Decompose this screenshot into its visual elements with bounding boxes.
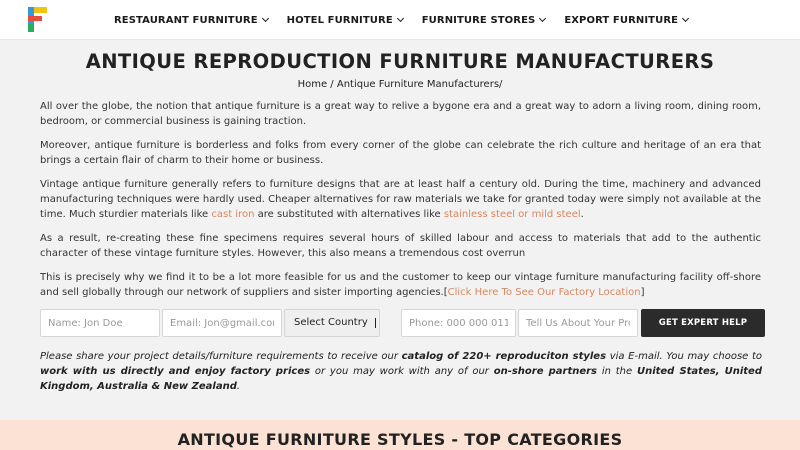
chevron-down-icon: [397, 15, 404, 22]
paragraph-text: are substituted with alternatives like: [254, 209, 444, 220]
paragraph: As a result, re-creating these fine specimens requires several hours of skilled labour and access to materials that add to the authentic character of these vintage furniture styles. However, this also means a tremendous cost overrun: [40, 233, 761, 259]
form-note: [40, 349, 762, 394]
breadcrumb-current: Antique Furniture Manufacturers/: [336, 79, 503, 90]
paragraph: [40, 270, 761, 300]
cast-iron-link[interactable]: cast iron: [211, 209, 255, 220]
note-text: or you may work with any of our: [310, 366, 494, 377]
name-field[interactable]: [40, 309, 160, 337]
paragraph: All over the globe, the notion that antique furniture is a great way to relive a bygone era and a great way to adorn a living room, dining room, bedroom, or commercial business is gaining traction.: [40, 101, 761, 127]
nav-item-label: EXPORT FURNITURE: [564, 14, 679, 26]
nav-menu: [114, 0, 707, 40]
top-navbar: [0, 0, 800, 40]
country-select[interactable]: [284, 309, 380, 337]
get-expert-help-button[interactable]: GET EXPERT HELP: [641, 309, 765, 337]
note-emphasis: work with us directly and enjoy factory prices: [40, 366, 311, 377]
page-title: ANTIQUE REPRODUCTION FURNITURE MANUFACTURERS: [85, 50, 715, 73]
note-text: in the: [597, 366, 637, 377]
paragraph-text: ]: [640, 287, 645, 298]
stainless-steel-link[interactable]: stainless steel or mild steel: [443, 209, 581, 220]
factory-location-link[interactable]: Click Here To See Our Factory Location: [447, 287, 641, 298]
breadcrumb-separator: /: [327, 79, 337, 90]
paragraph-text: Vintage antique furniture generally refers to furniture designs that are at least half a century old. During the time, machinery and advanced manufacturing techniques were hardly used. Cheaper alternatives for raw materials we take for granted today were simply not available at the time. Much sturdier materials like: [40, 179, 761, 220]
note-text: Please share your project details/furniture requirements to receive our: [40, 351, 402, 362]
paragraph: [40, 177, 761, 222]
chevron-down-icon: [539, 15, 546, 22]
nav-item-label: FURNITURE STORES: [421, 14, 536, 26]
country-select-value: Select Country: [294, 317, 368, 328]
paragraph-text: .: [580, 209, 584, 220]
contact-form: [40, 309, 766, 337]
chevron-down-icon: [682, 15, 689, 22]
nav-item-furniture-stores[interactable]: [422, 15, 546, 26]
nav-item-hotel-furniture[interactable]: [287, 15, 403, 26]
top-categories-section: [0, 420, 800, 450]
chevron-down-icon: [262, 15, 269, 22]
note-emphasis: United States, United Kingdom, Australia & New Zealand: [40, 366, 762, 392]
breadcrumb: [0, 79, 800, 90]
project-details-field[interactable]: [518, 309, 638, 337]
note-emphasis: on-shore partners: [493, 366, 598, 377]
note-text: .: [236, 381, 241, 392]
section-title: ANTIQUE FURNITURE STYLES - TOP CATEGORIES: [177, 430, 623, 449]
note-emphasis: catalog of 220+ reproduciton styles: [401, 351, 607, 362]
email-field[interactable]: [162, 309, 282, 337]
breadcrumb-home-link[interactable]: Home: [297, 79, 328, 90]
nav-item-restaurant-furniture[interactable]: [114, 15, 268, 26]
phone-field[interactable]: [401, 309, 516, 337]
article-body: [40, 99, 761, 309]
note-text: via E-mail. You may choose to: [606, 351, 762, 362]
main-section: [0, 40, 800, 400]
nav-item-label: HOTEL FURNITURE: [286, 14, 393, 26]
nav-item-label: RESTAURANT FURNITURE: [114, 14, 258, 26]
paragraph-text: This is precisely why we find it to be a lot more feasible for us and the customer to keep our vintage furniture manufacturing facility off-shore and sell globally through our network of suppliers and sister importing agencies.[: [40, 272, 761, 298]
logo[interactable]: [28, 7, 47, 32]
select-arrow-icon: [375, 318, 378, 328]
paragraph: Moreover, antique furniture is borderless and folks from every corner of the globe can celebrate the rich culture and heritage of an era that brings a certain flair of charm to their home or business.: [40, 140, 761, 166]
nav-item-export-furniture[interactable]: [564, 15, 688, 26]
